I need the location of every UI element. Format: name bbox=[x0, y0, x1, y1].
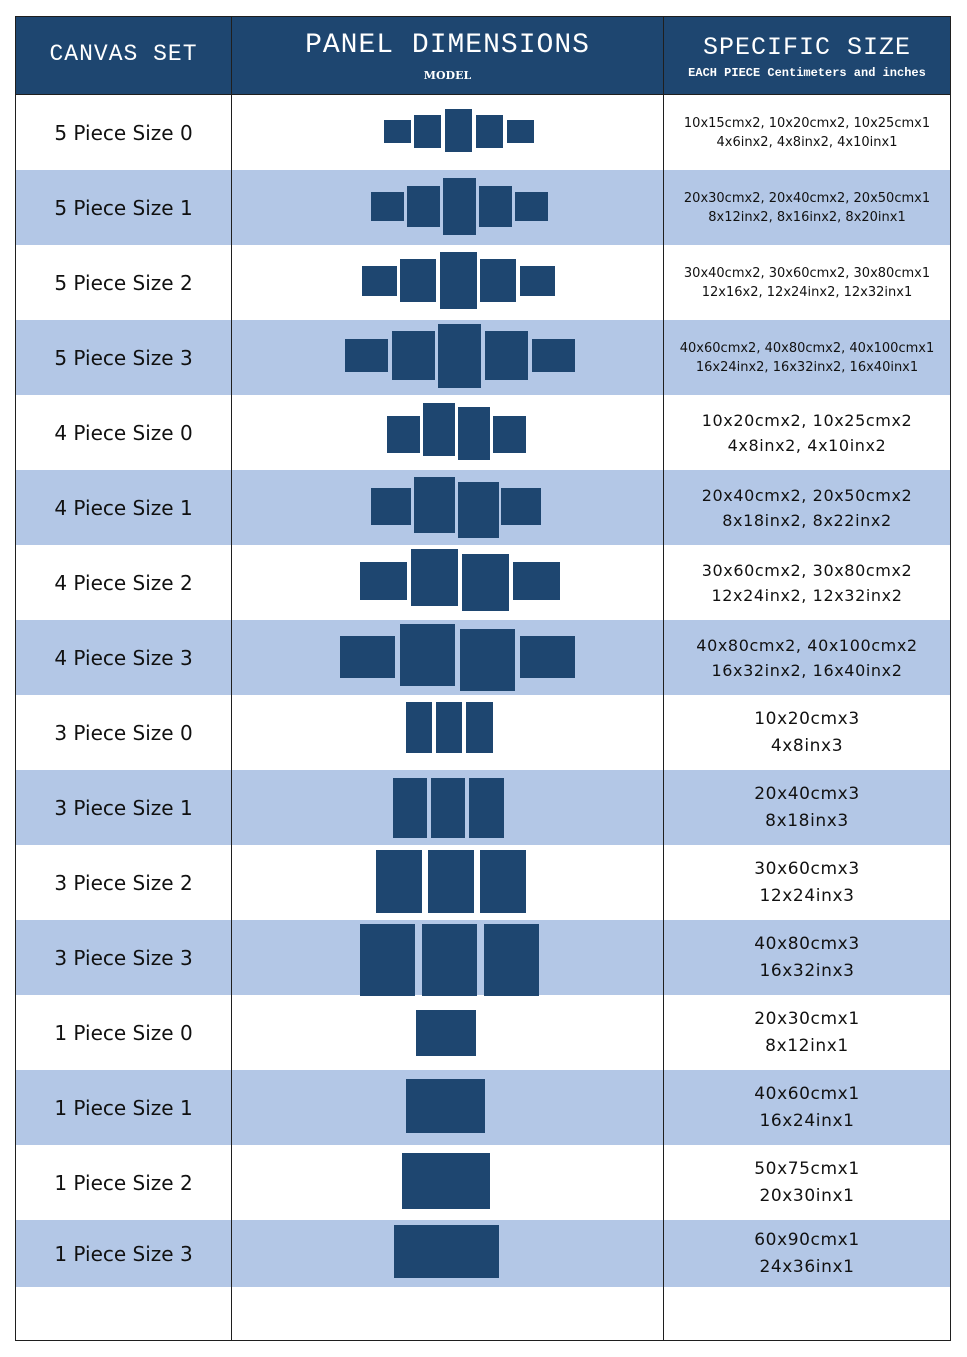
canvas-set-name: 4 Piece Size 0 bbox=[54, 420, 193, 445]
panel-model-diagram bbox=[232, 770, 663, 845]
canvas-panel bbox=[469, 778, 504, 838]
canvas-panel bbox=[445, 109, 472, 152]
specific-size-cell bbox=[664, 845, 950, 920]
canvas-panel bbox=[414, 477, 455, 533]
table-row bbox=[16, 1220, 950, 1287]
canvas-panel bbox=[532, 339, 575, 372]
canvas-panel bbox=[406, 702, 432, 753]
size-inches: 16x32inx3 bbox=[759, 960, 855, 981]
size-centimeters: 40x80cmx2, 40x100cmx2 bbox=[696, 635, 918, 655]
column-divider-1 bbox=[231, 17, 232, 1340]
size-inches: 8x12inx2, 8x16inx2, 8x20inx1 bbox=[708, 209, 906, 225]
specific-size-cell bbox=[664, 920, 950, 995]
specific-size-cell bbox=[664, 695, 950, 770]
size-inches: 8x18inx3 bbox=[765, 810, 849, 831]
header-canvas-set-label: CANVAS SET bbox=[49, 41, 198, 67]
canvas-panel bbox=[460, 629, 515, 691]
specific-size-cell bbox=[664, 1070, 950, 1145]
specific-size-cell bbox=[664, 995, 950, 1070]
panel-model-diagram bbox=[232, 695, 663, 770]
canvas-set-name: 1 Piece Size 0 bbox=[54, 1020, 193, 1045]
specific-size-cell bbox=[664, 770, 950, 845]
canvas-panel bbox=[400, 624, 455, 686]
size-inches: 16x32inx2, 16x40inx2 bbox=[711, 660, 903, 680]
table-row bbox=[16, 320, 950, 395]
canvas-set-name: 3 Piece Size 0 bbox=[54, 720, 193, 745]
canvas-panel bbox=[422, 924, 477, 996]
canvas-set-name: 3 Piece Size 3 bbox=[54, 945, 193, 970]
canvas-panel bbox=[376, 850, 422, 913]
size-inches: 4x8inx3 bbox=[770, 735, 844, 756]
size-chart-sheet bbox=[15, 16, 951, 1341]
canvas-panel bbox=[400, 259, 436, 302]
canvas-panel bbox=[360, 562, 407, 600]
canvas-panel bbox=[423, 403, 455, 456]
table-row bbox=[16, 395, 950, 470]
size-inches: 4x8inx2, 4x10inx2 bbox=[727, 435, 887, 455]
panel-model-diagram bbox=[232, 1220, 663, 1287]
canvas-panel bbox=[458, 482, 499, 538]
canvas-panel bbox=[520, 636, 575, 678]
canvas-panel bbox=[392, 331, 435, 380]
canvas-panel bbox=[480, 850, 526, 913]
canvas-panel bbox=[371, 192, 404, 221]
canvas-set-name: 5 Piece Size 1 bbox=[54, 195, 193, 220]
size-inches: 20x30inx1 bbox=[759, 1185, 855, 1206]
size-centimeters: 20x40cmx2, 20x50cmx2 bbox=[701, 485, 913, 505]
canvas-panel bbox=[443, 178, 476, 235]
size-centimeters: 10x20cmx3 bbox=[754, 708, 860, 729]
canvas-panel bbox=[428, 850, 474, 913]
table-row bbox=[16, 245, 950, 320]
size-centimeters: 30x60cmx2, 30x80cmx2 bbox=[701, 560, 913, 580]
size-inches: 24x36inx1 bbox=[759, 1256, 855, 1277]
specific-size-cell bbox=[664, 1220, 950, 1287]
table-header bbox=[16, 17, 950, 95]
specific-size-cell bbox=[664, 95, 950, 170]
header-model-label: MODEL bbox=[423, 69, 472, 82]
canvas-panel bbox=[393, 778, 427, 838]
canvas-panel bbox=[520, 266, 555, 296]
specific-size-cell bbox=[664, 245, 950, 320]
canvas-panel bbox=[484, 924, 539, 996]
panel-model-diagram bbox=[232, 95, 663, 170]
canvas-set-name: 3 Piece Size 1 bbox=[54, 795, 193, 820]
size-centimeters: 40x60cmx2, 40x80cmx2, 40x100cmx1 bbox=[679, 340, 935, 356]
size-inches: 16x24inx1 bbox=[759, 1110, 855, 1131]
canvas-panel bbox=[476, 115, 503, 148]
table-row bbox=[16, 620, 950, 695]
table-row bbox=[16, 845, 950, 920]
canvas-set-name: 1 Piece Size 3 bbox=[54, 1241, 193, 1266]
canvas-set-name: 5 Piece Size 2 bbox=[54, 270, 193, 295]
canvas-panel bbox=[340, 636, 395, 678]
table-row bbox=[16, 545, 950, 620]
panel-model-diagram bbox=[232, 995, 663, 1070]
table-row bbox=[16, 995, 950, 1070]
size-centimeters: 30x40cmx2, 30x60cmx2, 30x80cmx1 bbox=[683, 265, 931, 281]
specific-size-cell bbox=[664, 620, 950, 695]
size-centimeters: 10x15cmx2, 10x20cmx2, 10x25cmx1 bbox=[683, 115, 931, 131]
specific-size-cell bbox=[664, 545, 950, 620]
panel-model-diagram bbox=[232, 245, 663, 320]
canvas-set-name: 3 Piece Size 2 bbox=[54, 870, 193, 895]
canvas-panel bbox=[416, 1010, 476, 1056]
panel-model-diagram bbox=[232, 1070, 663, 1145]
header-specific-size bbox=[664, 17, 950, 94]
canvas-panel bbox=[480, 259, 516, 302]
canvas-panel bbox=[440, 252, 477, 309]
canvas-panel bbox=[402, 1153, 490, 1209]
size-centimeters: 20x30cmx1 bbox=[754, 1008, 860, 1029]
canvas-panel bbox=[466, 702, 493, 753]
canvas-set-name: 4 Piece Size 2 bbox=[54, 570, 193, 595]
table-row bbox=[16, 170, 950, 245]
canvas-panel bbox=[462, 554, 509, 611]
table-row bbox=[16, 920, 950, 995]
panel-model-diagram bbox=[232, 1145, 663, 1220]
table-row bbox=[16, 470, 950, 545]
size-centimeters: 40x60cmx1 bbox=[754, 1083, 860, 1104]
table-row bbox=[16, 1070, 950, 1145]
canvas-panel bbox=[438, 324, 481, 388]
panel-model-diagram bbox=[232, 620, 663, 695]
size-centimeters: 20x40cmx3 bbox=[754, 783, 860, 804]
canvas-set-name: 4 Piece Size 1 bbox=[54, 495, 193, 520]
canvas-panel bbox=[371, 488, 411, 525]
canvas-panel bbox=[362, 266, 397, 296]
canvas-set-name: 1 Piece Size 1 bbox=[54, 1095, 193, 1120]
canvas-panel bbox=[387, 416, 420, 453]
header-specific-size-label: SPECIFIC SIZE bbox=[702, 33, 912, 62]
size-inches: 8x12inx1 bbox=[765, 1035, 849, 1056]
canvas-panel bbox=[515, 192, 548, 221]
canvas-set-name: 1 Piece Size 2 bbox=[54, 1170, 193, 1195]
size-inches: 12x16x2, 12x24inx2, 12x32inx1 bbox=[701, 284, 913, 300]
canvas-panel bbox=[436, 702, 462, 753]
size-inches: 16x24inx2, 16x32inx2, 16x40inx1 bbox=[695, 359, 919, 375]
panel-model-diagram bbox=[232, 395, 663, 470]
canvas-panel bbox=[407, 186, 440, 227]
panel-model-diagram bbox=[232, 545, 663, 620]
canvas-panel bbox=[384, 120, 411, 143]
table-row bbox=[16, 770, 950, 845]
size-inches: 12x24inx3 bbox=[759, 885, 855, 906]
canvas-panel bbox=[345, 339, 388, 372]
canvas-panel bbox=[431, 778, 465, 838]
canvas-set-name: 5 Piece Size 0 bbox=[54, 120, 193, 145]
canvas-panel bbox=[414, 115, 441, 148]
size-inches: 12x24inx2, 12x32inx2 bbox=[711, 585, 903, 605]
specific-size-cell bbox=[664, 170, 950, 245]
size-centimeters: 50x75cmx1 bbox=[754, 1158, 860, 1179]
panel-model-diagram bbox=[232, 320, 663, 395]
canvas-set-name: 5 Piece Size 3 bbox=[54, 345, 193, 370]
panel-model-diagram bbox=[232, 920, 663, 995]
size-centimeters: 40x80cmx3 bbox=[754, 933, 860, 954]
canvas-panel bbox=[485, 331, 528, 380]
size-inches: 4x6inx2, 4x8inx2, 4x10inx1 bbox=[716, 134, 898, 150]
canvas-set-name: 4 Piece Size 3 bbox=[54, 645, 193, 670]
specific-size-cell bbox=[664, 395, 950, 470]
canvas-panel bbox=[501, 488, 541, 525]
table-row bbox=[16, 95, 950, 170]
specific-size-cell bbox=[664, 320, 950, 395]
header-specific-size-sub: EACH PIECE Centimeters and inches bbox=[688, 66, 926, 80]
panel-model-diagram bbox=[232, 170, 663, 245]
size-inches: 8x18inx2, 8x22inx2 bbox=[722, 510, 892, 530]
column-divider-2 bbox=[663, 17, 664, 1340]
canvas-panel bbox=[394, 1225, 499, 1278]
specific-size-cell bbox=[664, 470, 950, 545]
header-panel-dimensions bbox=[232, 17, 663, 94]
header-panel-dimensions-label: PANEL DIMENSIONS bbox=[305, 30, 590, 61]
table-row bbox=[16, 695, 950, 770]
panel-model-diagram bbox=[232, 470, 663, 545]
size-centimeters: 20x30cmx2, 20x40cmx2, 20x50cmx1 bbox=[683, 190, 931, 206]
header-canvas-set bbox=[16, 17, 231, 94]
canvas-panel bbox=[513, 562, 560, 600]
canvas-panel bbox=[411, 549, 458, 606]
size-centimeters: 60x90cmx1 bbox=[754, 1229, 860, 1250]
canvas-panel bbox=[479, 186, 512, 227]
canvas-panel bbox=[458, 407, 490, 460]
canvas-panel bbox=[360, 924, 415, 996]
canvas-panel bbox=[406, 1079, 485, 1133]
panel-model-diagram bbox=[232, 845, 663, 920]
size-centimeters: 30x60cmx3 bbox=[754, 858, 860, 879]
size-centimeters: 10x20cmx2, 10x25cmx2 bbox=[701, 410, 913, 430]
canvas-panel bbox=[493, 416, 526, 453]
table-row bbox=[16, 1145, 950, 1220]
canvas-panel bbox=[507, 120, 534, 143]
specific-size-cell bbox=[664, 1145, 950, 1220]
